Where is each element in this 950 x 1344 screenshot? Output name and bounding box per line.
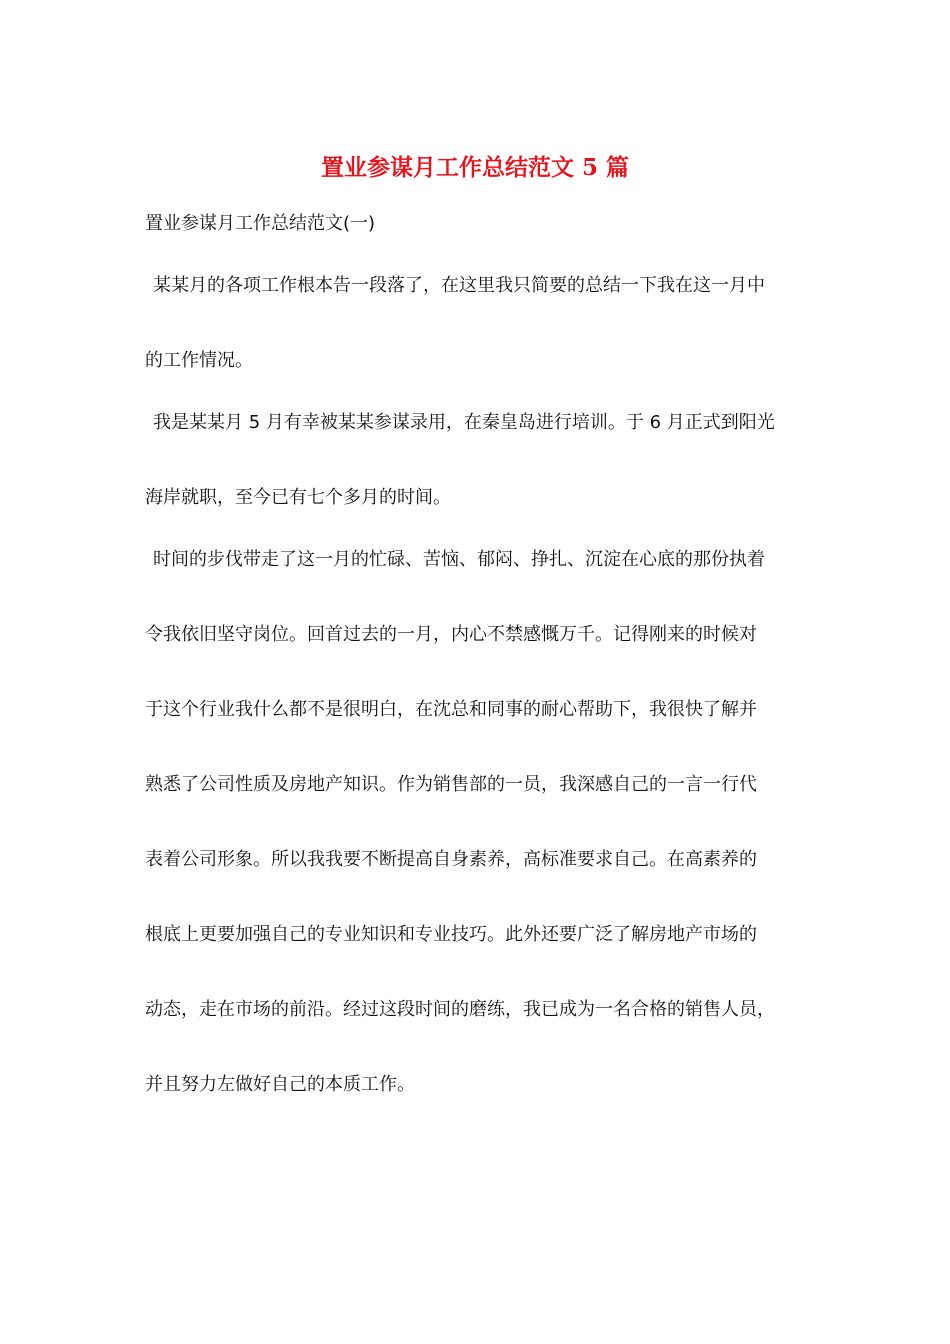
paragraph-line: 表着公司形象。所以我我要不断提高自身素养，高标准要求自己。在高素养的	[145, 849, 757, 870]
paragraph-line: 并且努力左做好自己的本质工作。	[145, 1074, 415, 1095]
paragraph-line: 某某月的各项工作根本告一段落了，在这里我只简要的总结一下我在这一月中	[153, 275, 765, 296]
paragraph-line: 令我依旧坚守岗位。回首过去的一月，内心不禁感慨万千。记得刚来的时候对	[145, 624, 757, 645]
paragraph-line: 动态，走在市场的前沿。经过这段时间的磨练，我已成为一名合格的销售人员，	[145, 999, 775, 1020]
section-heading: 置业参谋月工作总结范文(一)	[145, 213, 376, 234]
paragraph-line: 我是某某月 5 月有幸被某某参谋录用，在秦皇岛进行培训。于 6 月正式到阳光	[153, 412, 775, 433]
paragraph-line: 时间的步伐带走了这一月的忙碌、苦恼、郁闷、挣扎、沉淀在心底的那份执着	[153, 549, 765, 570]
paragraph-line: 于这个行业我什么都不是很明白，在沈总和同事的耐心帮助下，我很快了解并	[145, 699, 757, 720]
paragraph-line: 的工作情况。	[145, 350, 253, 371]
paragraph-line: 海岸就职，至今已有七个多月的时间。	[145, 487, 451, 508]
document-title: 置业参谋月工作总结范文 5 篇	[320, 154, 630, 181]
paragraph-line: 熟悉了公司性质及房地产知识。作为销售部的一员，我深感自己的一言一行代	[145, 774, 757, 795]
paragraph-line: 根底上更要加强自己的专业知识和专业技巧。此外还要广泛了解房地产市场的	[145, 924, 757, 945]
